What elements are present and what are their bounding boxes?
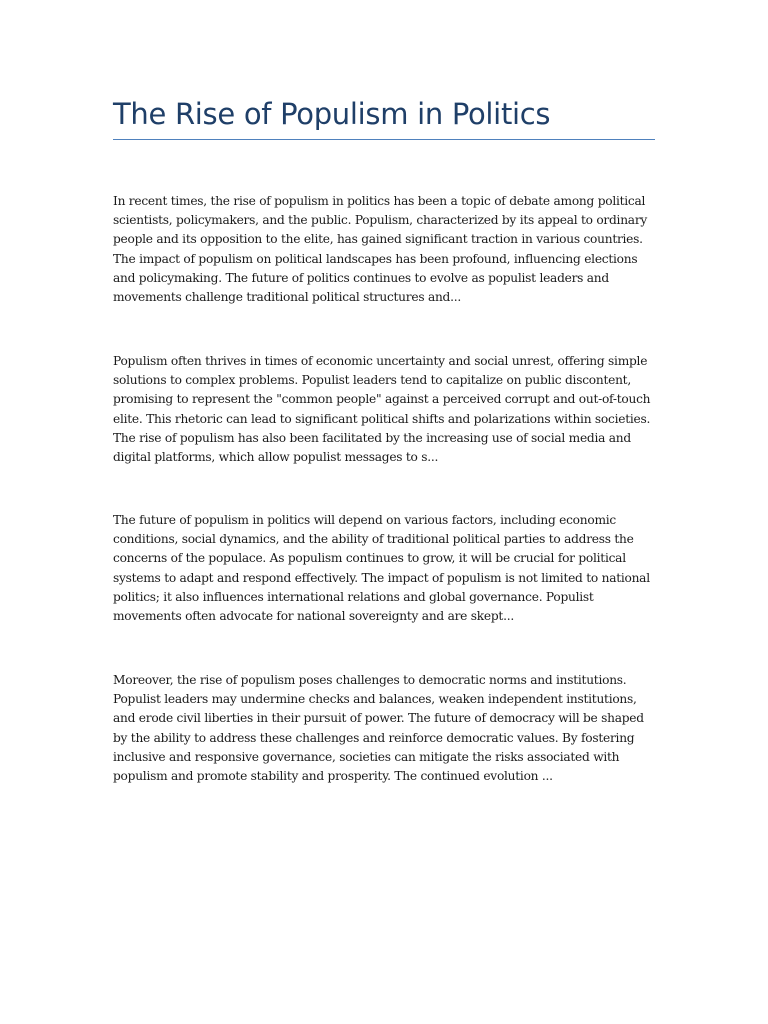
paragraph-4: Moreover, the rise of populism poses challenges to democratic norms and institutions. Populist leaders may undermine checks and balances, weaken independent institutions, and erode civil liberties in their pursuit of power. The future of democracy will be shaped by the ability to address these challenges and reinforce democratic values. By fostering inclusive and responsive governance, societies can mitigate the risks associated with populism and promote stability and prosperity. The continued evolution ...: [113, 673, 644, 784]
paragraph-3: The future of populism in politics will depend on various factors, including economic conditions, social dynamics, and the ability of traditional political parties to address the concerns of the populace. As populism continues to grow, it will be crucial for political systems to adapt and respond effectively. The impact of populism is not limited to national politics; it also influences international relations and global governance. Populist movements often advocate for national sovereignty and are skept...: [113, 513, 650, 624]
title-underline-divider: [113, 139, 655, 140]
paragraph-1: In recent times, the rise of populism in politics has been a topic of debate among political scientists, policymakers, and the public. Populism, characterized by its appeal to ordinary people and its opposition to the elite, has gained significant traction in various countries. The impact of populism on political landscapes has been profound, influencing elections and policymaking. The future of politics continues to evolve as populist leaders and movements challenge traditional political structures and...: [113, 194, 648, 305]
document-title: The Rise of Populism in Politics: [113, 97, 551, 131]
paragraph-2: Populism often thrives in times of economic uncertainty and social unrest, offering simple solutions to complex problems. Populist leaders tend to capitalize on public discontent, promising to represent the "common people" against a perceived corrupt and out-of-touch elite. This rhetoric can lead to significant political shifts and polarizations within societies. The rise of populism has also been facilitated by the increasing use of social media and digital platforms, which allow populist messages to s...: [113, 354, 651, 465]
